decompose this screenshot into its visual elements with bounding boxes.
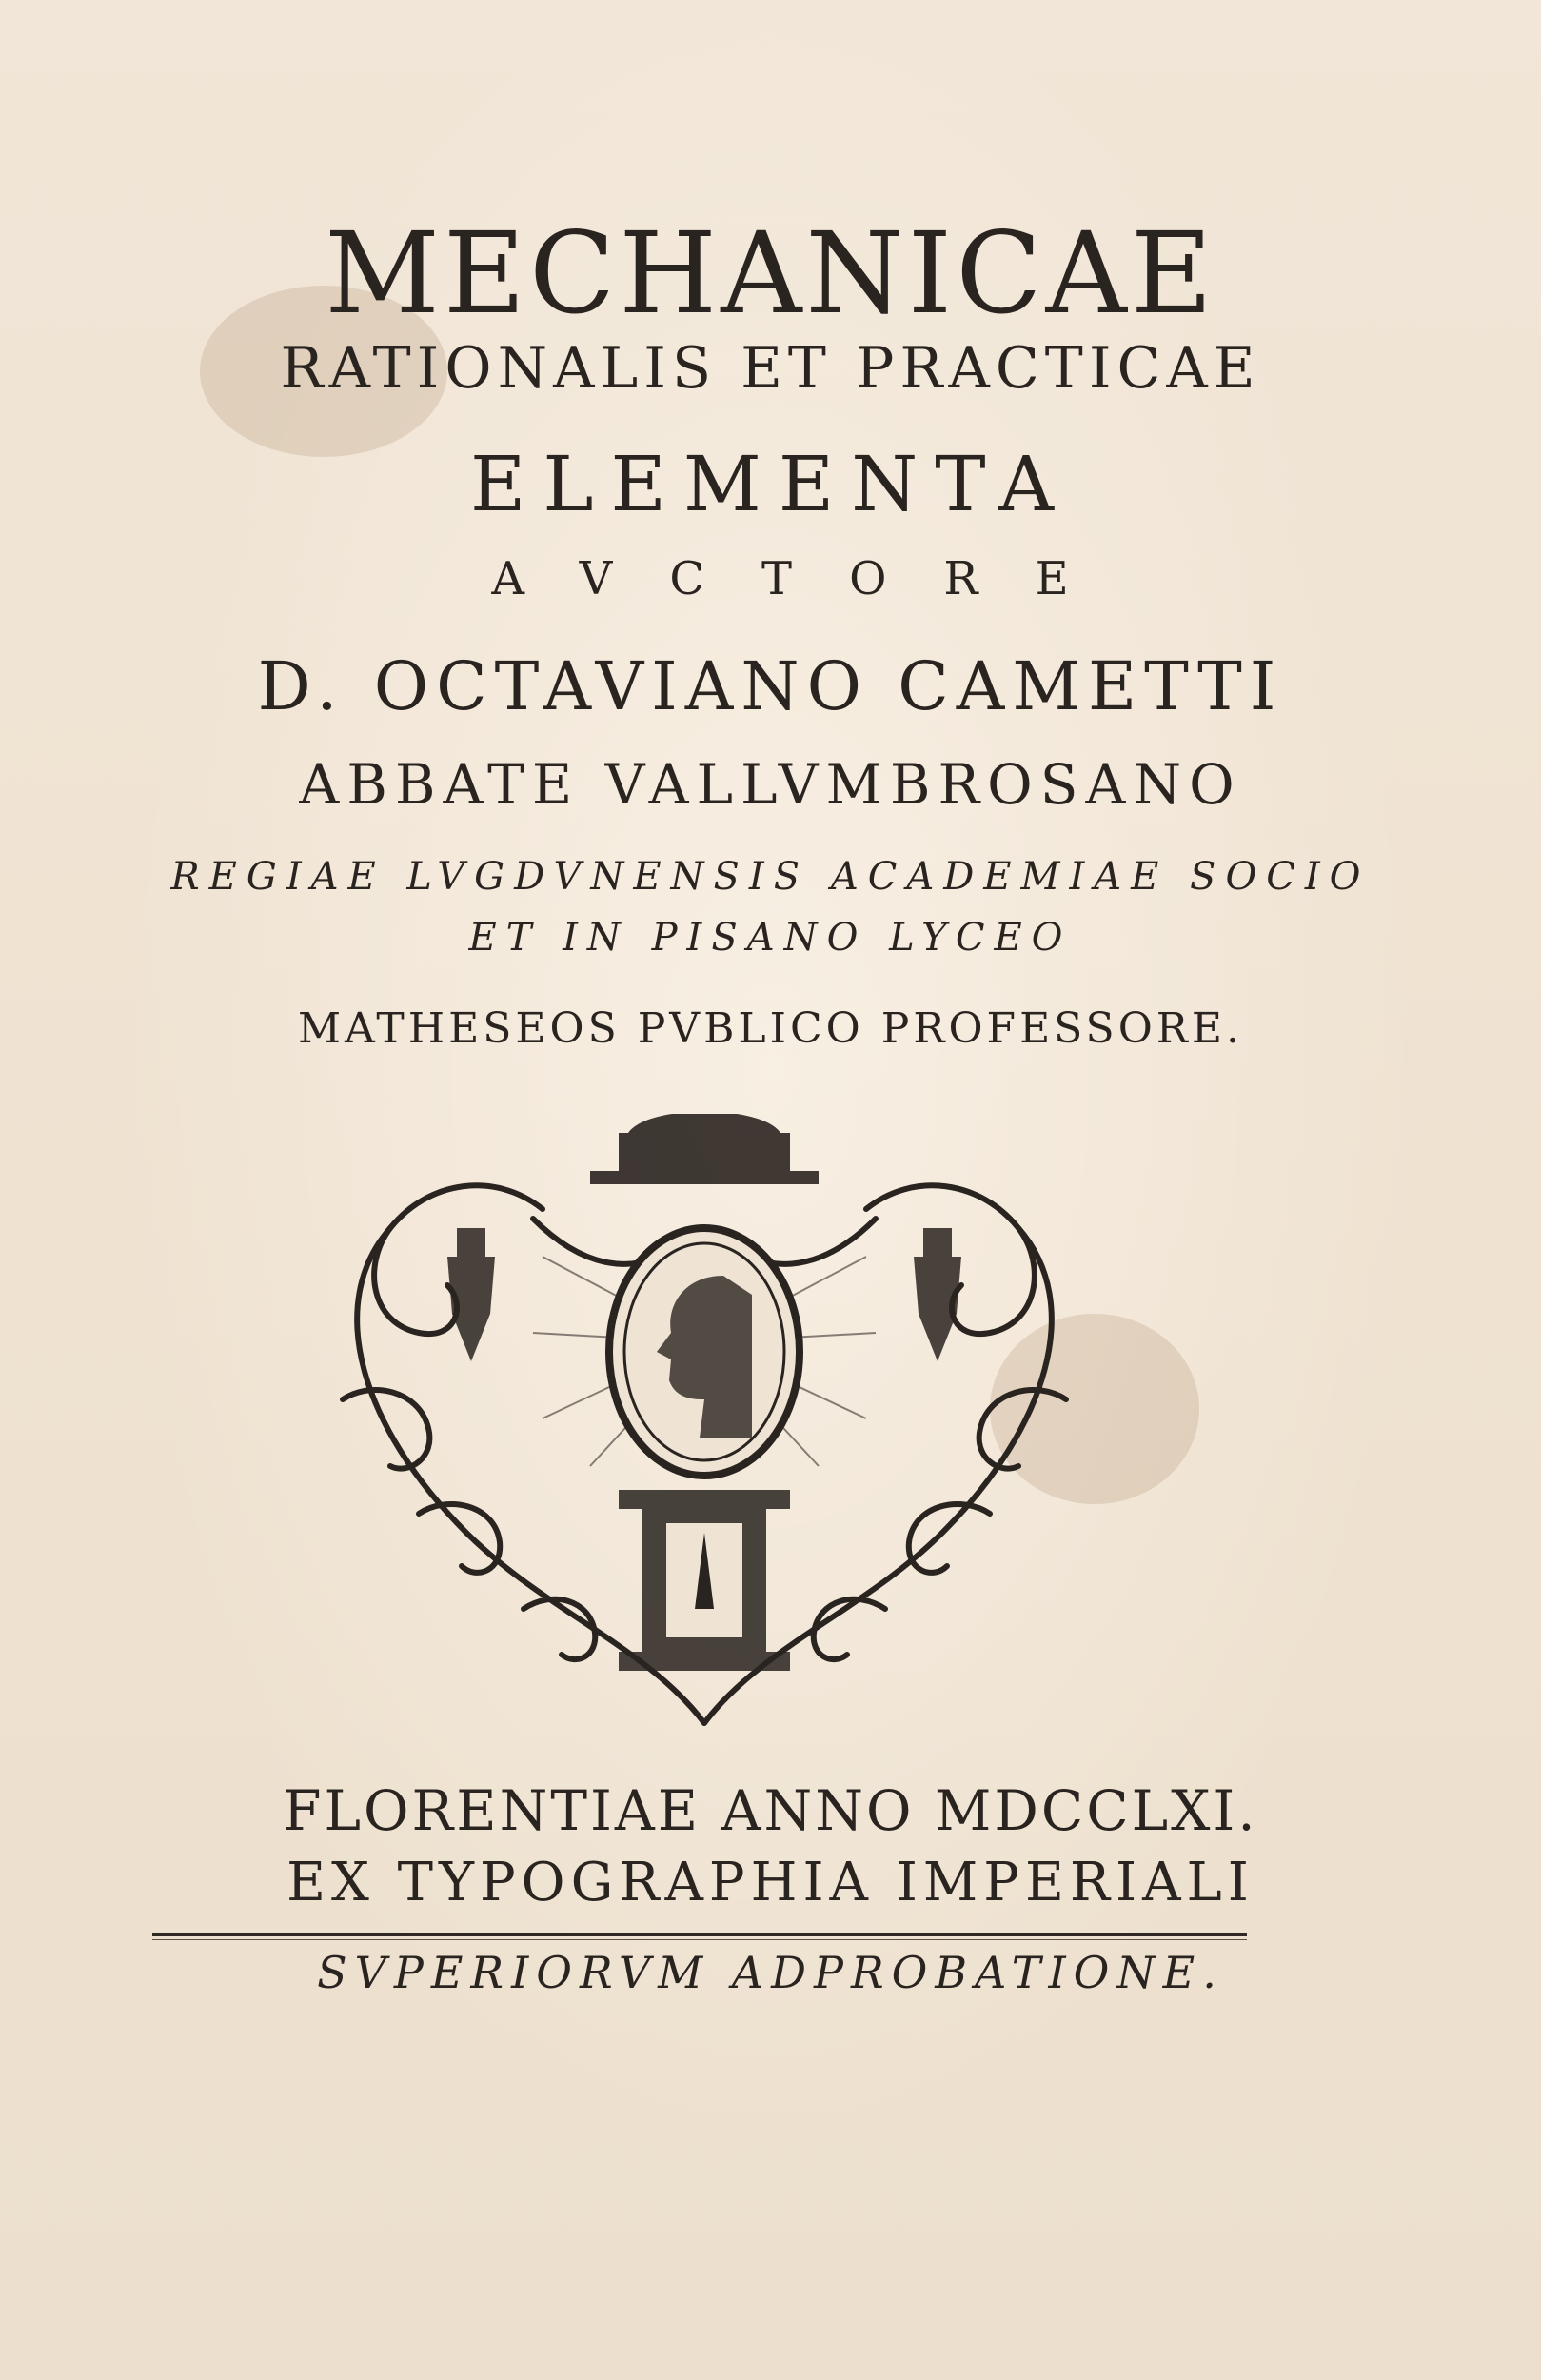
author-professorship: MATHESEOS PVBLICO PROFESSORE. xyxy=(297,1004,1244,1053)
book-title-elementa: ELEMENTA xyxy=(470,440,1071,528)
author-affiliation-1: REGIAE LVGDVNENSIS ACADEMIAE SOCIO xyxy=(170,855,1371,899)
imprint-printer: EX TYPOGRAPHIA IMPERIALI xyxy=(286,1852,1255,1914)
imprint-place-date: FLORENTIAE ANNO MDCCLXI. xyxy=(283,1778,1258,1843)
author-name: D. OCTAVIANO CAMETTI xyxy=(257,647,1284,725)
author-title: ABBATE VALLVMBROSANO xyxy=(299,752,1242,817)
book-subtitle: RATIONALIS ET PRACTICAE xyxy=(280,335,1261,402)
divider-rule-thin xyxy=(152,1939,1247,1940)
auctore-label: AVCTORE xyxy=(491,552,1126,605)
book-title: MECHANICAE xyxy=(325,208,1216,339)
divider-rule xyxy=(152,1933,1247,1936)
printers-device-medallion-icon xyxy=(305,1114,1104,1733)
author-affiliation-2: ET IN PISANO LYCEO xyxy=(468,916,1073,960)
approbation-line: SVPERIORVM ADPROBATIONE. xyxy=(317,1947,1224,1998)
